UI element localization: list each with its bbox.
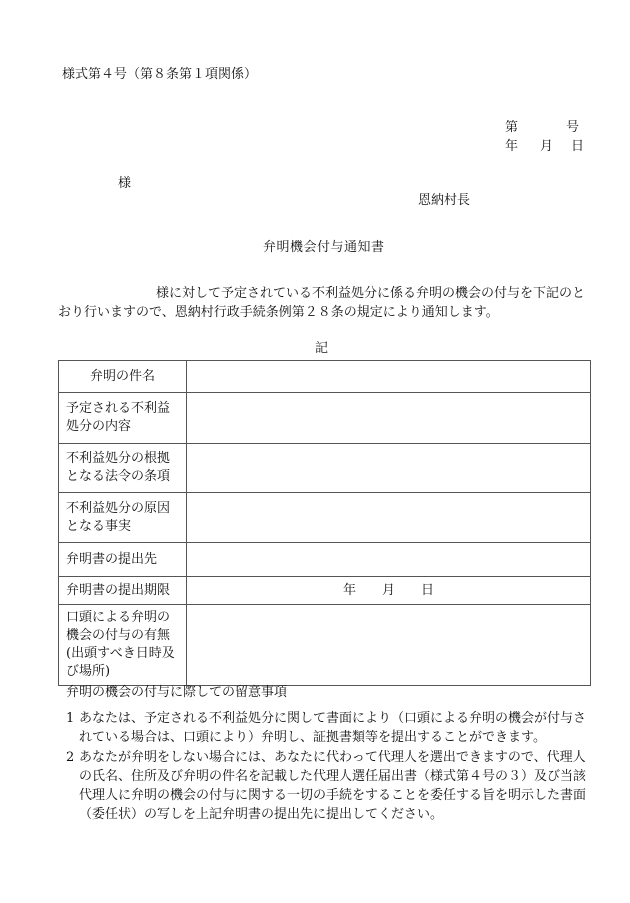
table-row xyxy=(59,543,591,577)
notice-table xyxy=(58,360,591,686)
reference-number xyxy=(505,121,579,134)
row-label-subject: 弁明の件名 xyxy=(59,361,187,393)
row-value-planned-disposition xyxy=(187,393,591,444)
deadline-day: 日 xyxy=(421,582,435,598)
intro-paragraph: 様に対して予定されている不利益処分に係る弁明の機会の付与を下記のとおり行いますので、恩納村行政手続条例第２８条の規定により通知します。 xyxy=(58,286,586,320)
issuer: 恩納村長 xyxy=(418,193,471,208)
table-row xyxy=(59,577,591,605)
row-value-oral-hearing xyxy=(187,605,591,686)
form-number: 様式第４号（第８条第１項関係） xyxy=(62,67,258,82)
row-value-submission-deadline xyxy=(187,577,591,605)
date-day: 日 xyxy=(571,139,585,154)
ki-heading: 記 xyxy=(315,341,329,356)
note-item xyxy=(66,709,592,747)
date-month: 月 xyxy=(540,139,554,154)
date-year: 年 xyxy=(505,139,519,154)
note-text: あなたは、予定される不利益処分に関して書面により（口頭による弁明の機会が付与されている場合は、口頭により）弁明し、証拠書類等を提出することができます。 xyxy=(79,711,587,745)
row-label-legal-basis: 不利益処分の根拠となる法令の条項 xyxy=(59,444,187,493)
table-row xyxy=(59,605,591,686)
addressee: 様 xyxy=(118,176,132,191)
row-label-planned-disposition: 予定される不利益処分の内容 xyxy=(59,393,187,444)
table-row xyxy=(59,493,591,543)
row-value-legal-basis xyxy=(187,444,591,493)
row-value-submission-destination xyxy=(187,543,591,577)
deadline-year: 年 xyxy=(342,582,356,598)
row-label-submission-deadline: 弁明書の提出期限 xyxy=(59,577,187,605)
table-row xyxy=(59,444,591,493)
deadline-month: 月 xyxy=(381,582,395,598)
document-title: 弁明機会付与通知書 xyxy=(263,240,385,255)
note-number: 1 xyxy=(66,711,75,726)
row-label-cause-facts: 不利益処分の原因となる事実 xyxy=(59,493,187,543)
ref-dai: 第 xyxy=(505,120,519,135)
row-value-subject xyxy=(187,361,591,393)
table-row xyxy=(59,393,591,444)
note-item xyxy=(66,748,592,824)
notes-heading: 弁明の機会の付与に際しての留意事項 xyxy=(66,685,288,700)
ref-go: 号 xyxy=(566,120,580,135)
note-text: あなたが弁明をしない場合には、あなたに代わって代理人を選出できますので、代理人の氏名、住所及び弁明の件名を記載した代理人選任届出書（様式第４号の３）及び当該代理人に弁明の機会の付与に関する一切の手続をすることを委任する旨を明示した書面（委任状）の写しを上記弁明書の提出先に提出してください。 xyxy=(79,750,587,822)
row-value-cause-facts xyxy=(187,493,591,543)
row-label-oral-hearing: 口頭による弁明の機会の付与の有無(出頭すべき日時及び場所) xyxy=(59,605,187,686)
table-row xyxy=(59,361,591,393)
issue-date xyxy=(505,140,584,153)
row-label-submission-destination: 弁明書の提出先 xyxy=(59,543,187,577)
note-number: 2 xyxy=(66,750,75,765)
